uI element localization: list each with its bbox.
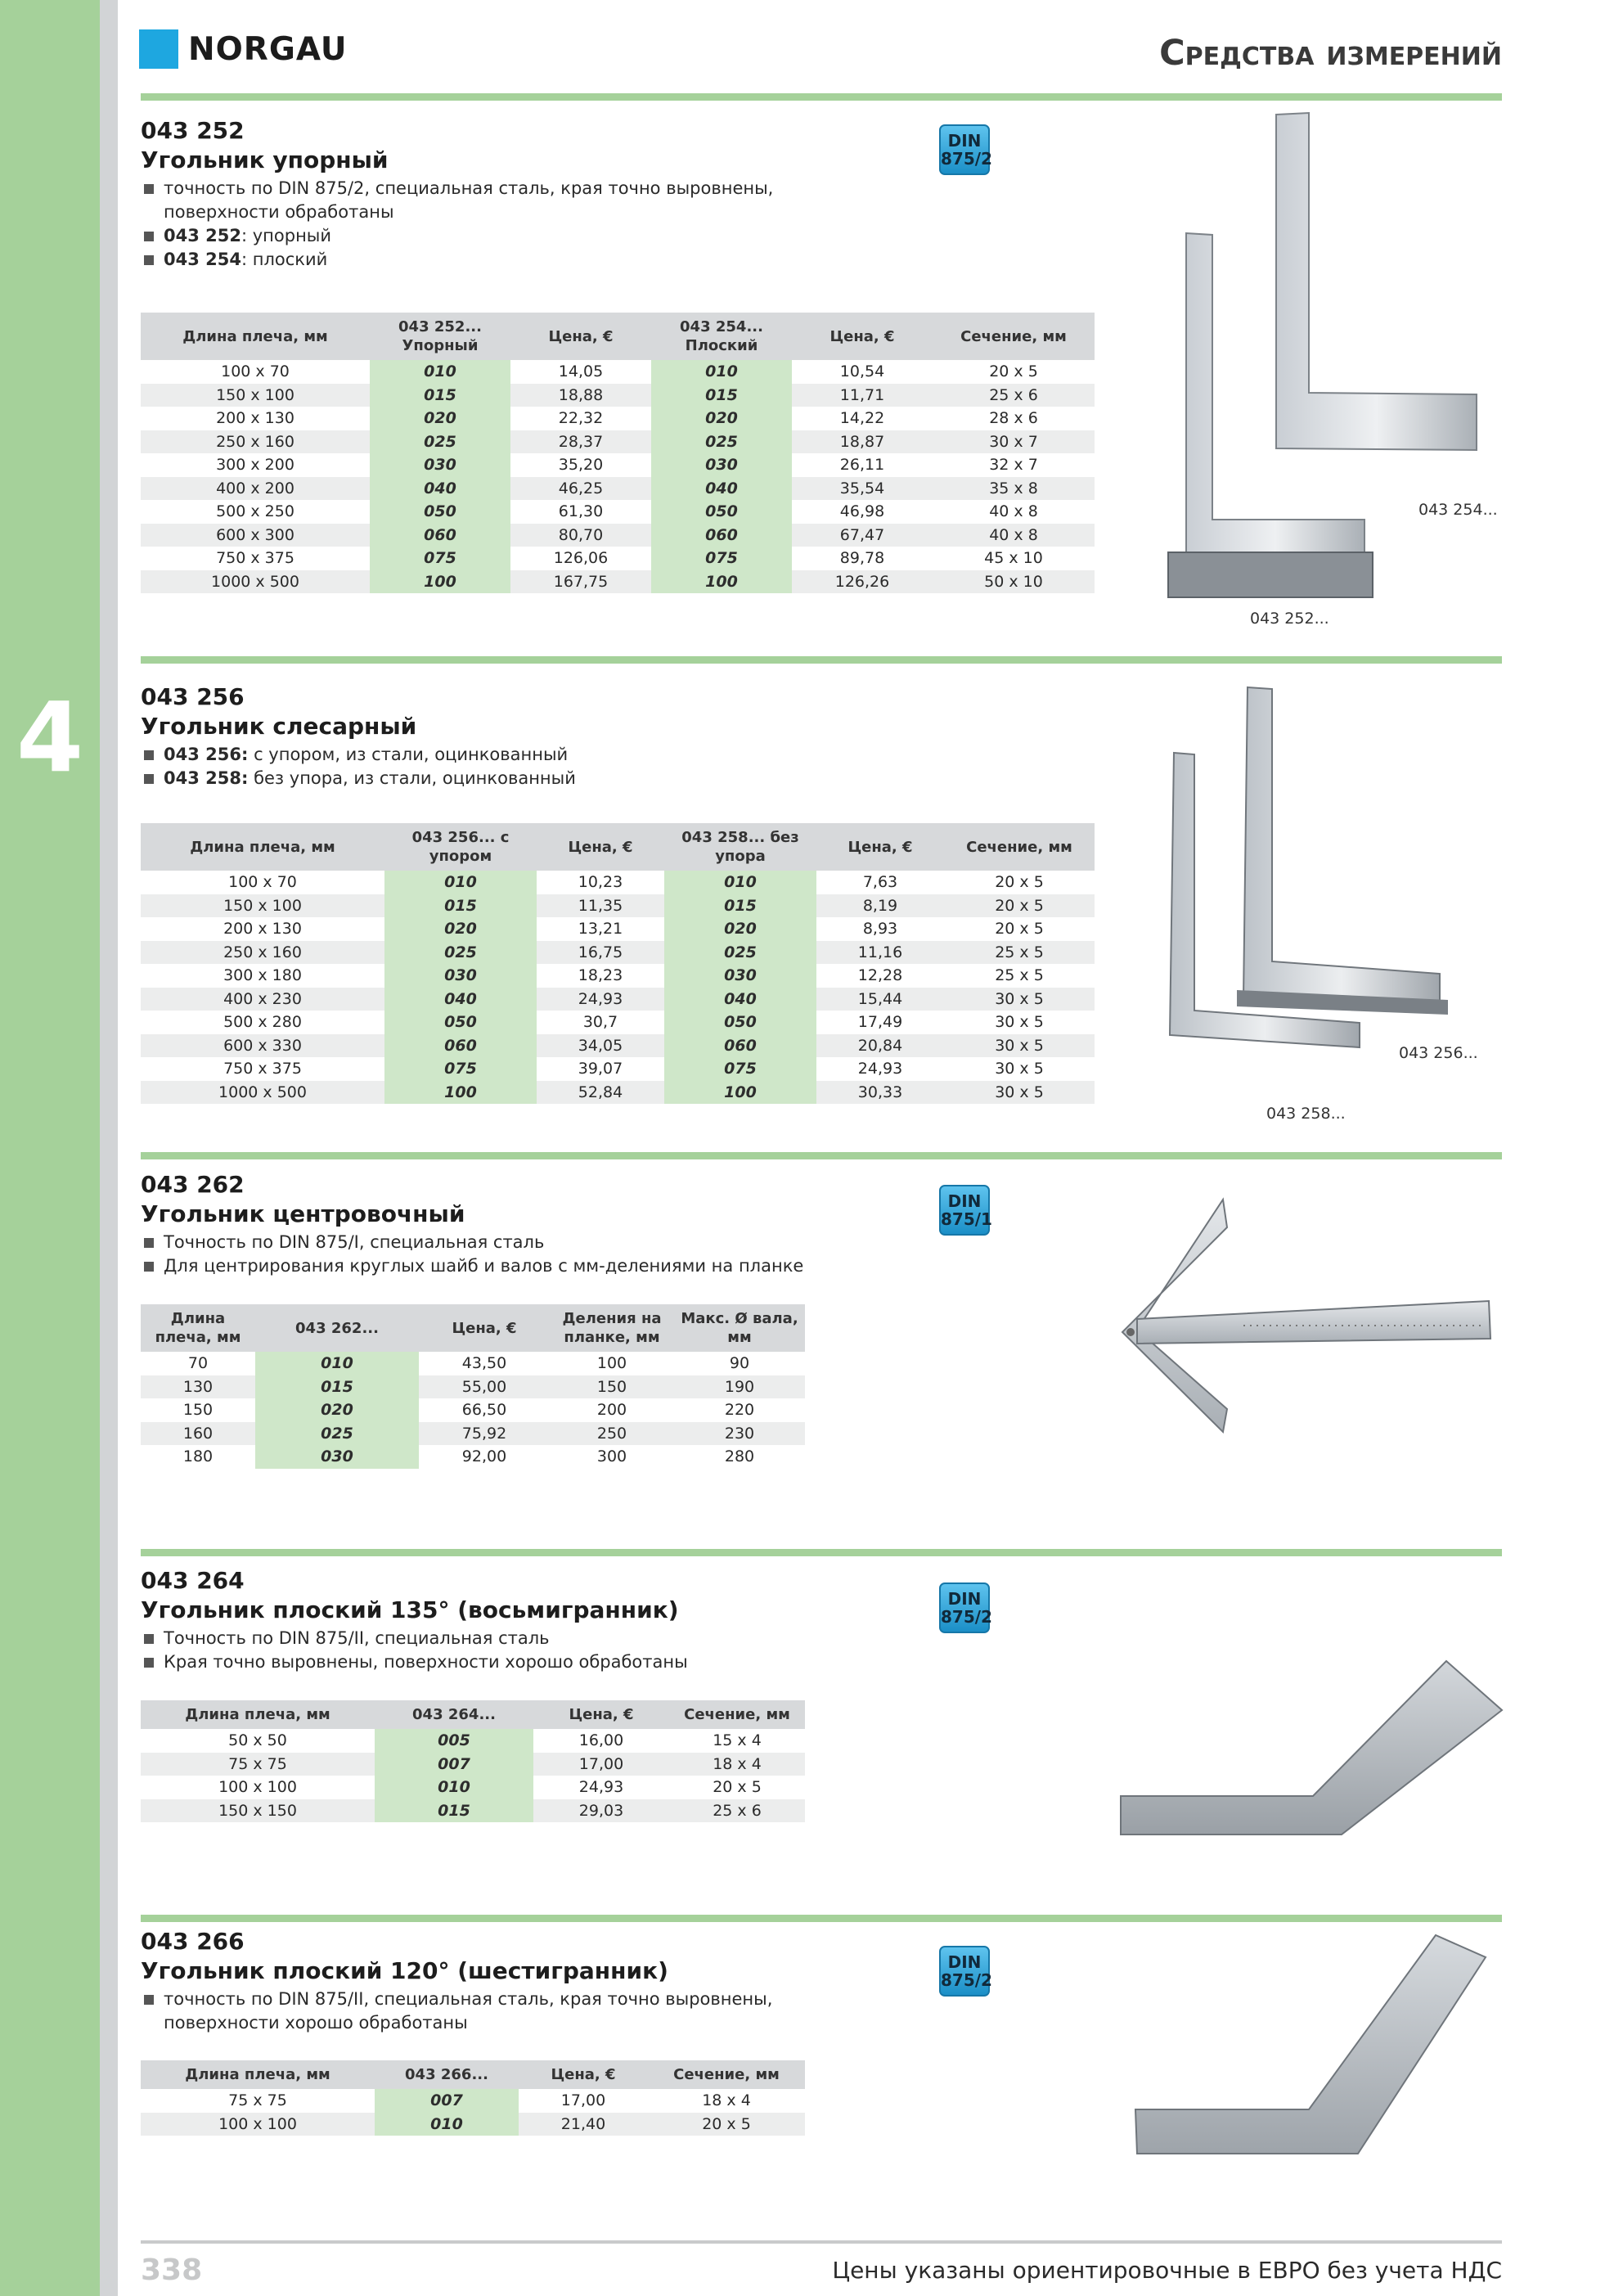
article-suffix-cell: 010	[370, 360, 510, 384]
table-cell: 25 x 5	[944, 941, 1095, 965]
table-cell: 11,71	[792, 384, 933, 407]
table-header-row	[141, 2060, 805, 2089]
article-suffix-cell: 020	[370, 407, 510, 430]
table-cell: 600 x 300	[141, 524, 370, 547]
table-cell: 500 x 280	[223, 1013, 302, 1032]
hexagon-square-illustration	[1121, 1931, 1505, 2168]
table-cell: 92,00	[461, 1447, 507, 1466]
illustration-caption: 043 256...	[1399, 1044, 1478, 1062]
table-cell: 167,75	[510, 570, 651, 594]
article-suffix-cell: 015	[384, 894, 537, 918]
table-row	[141, 360, 1095, 384]
table-cell: 300	[596, 1447, 627, 1466]
din-badge: DIN 875/2	[939, 124, 990, 175]
table-row	[141, 1729, 805, 1753]
table-cell: 150	[550, 1375, 674, 1399]
table-cell: 28 x 6	[989, 409, 1038, 428]
col-header: Длина плеча, мм	[141, 313, 370, 360]
table-cell: 7,63	[862, 873, 898, 892]
table-row	[141, 1799, 805, 1823]
table-row	[141, 407, 1095, 430]
table-cell: 67,47	[792, 524, 933, 547]
illustration-caption: 043 252...	[1250, 610, 1329, 628]
col-header: Сечение, мм	[669, 1700, 805, 1729]
table-cell: 18,87	[792, 430, 933, 454]
product-code: 043 262	[141, 1171, 245, 1198]
article-suffix-cell: 060	[370, 524, 510, 547]
article-suffix-cell: 010	[651, 360, 792, 384]
table-cell: 15 x 4	[713, 1731, 762, 1750]
table-cell: 25 x 5	[995, 966, 1044, 985]
table-cell: 40 x 8	[989, 502, 1038, 521]
article-suffix-cell: 030	[370, 453, 510, 477]
table-row	[141, 988, 1095, 1011]
table-cell: 10,54	[839, 362, 885, 381]
table-cell: 20 x 5	[995, 920, 1044, 939]
table-row	[141, 1422, 805, 1446]
table-cell: 15,44	[816, 988, 944, 1011]
article-suffix-cell: 075	[651, 547, 792, 570]
table-cell: 100 x 100	[141, 2113, 375, 2136]
table-cell: 66,50	[461, 1401, 507, 1420]
table-row	[141, 1081, 1095, 1105]
table-cell: 43,50	[461, 1354, 507, 1373]
feature-item: точность по DIN 875/2, специальная сталь, края точно выровнены, поверхности обработаны	[141, 177, 785, 224]
table-cell: 100 x 70	[221, 362, 290, 381]
table-cell: 25 x 6	[669, 1799, 805, 1823]
article-suffix-cell: 030	[255, 1445, 419, 1469]
product-code: 043 252	[141, 117, 245, 144]
table-cell: 100 x 100	[218, 1778, 297, 1797]
table-cell: 750 x 375	[223, 1060, 302, 1078]
table-cell: 1000 x 500	[141, 1081, 384, 1105]
table-cell: 300 x 200	[216, 456, 294, 475]
table-cell: 20 x 5	[648, 2113, 805, 2136]
table-cell: 24,93	[857, 1060, 903, 1078]
table-row	[141, 1375, 805, 1399]
table-cell: 150 x 150	[141, 1799, 375, 1823]
table-cell: 52,84	[537, 1081, 664, 1105]
table-cell: 35,20	[558, 456, 604, 475]
col-header: 043 262...	[255, 1304, 419, 1352]
table-header-row	[141, 1304, 805, 1352]
price-table	[141, 823, 1095, 1104]
table-cell: 600 x 330	[141, 1034, 384, 1058]
article-suffix-cell: 060	[384, 1034, 537, 1058]
table-cell: 10,23	[578, 873, 623, 892]
table-cell: 300 x 180	[223, 966, 302, 985]
feature-item: Для центрирования круглых шайб и валов с мм-делениями на планке	[141, 1254, 1063, 1278]
col-header: 043 258... без упора	[664, 823, 816, 871]
table-cell: 14,05	[558, 362, 604, 381]
table-cell: 230	[674, 1422, 805, 1446]
article-suffix-cell: 100	[651, 570, 792, 594]
article-suffix-cell: 025	[651, 430, 792, 454]
table-cell: 18,23	[578, 966, 623, 985]
centering-square-illustration	[1088, 1195, 1497, 1440]
table-cell: 12,28	[857, 966, 903, 985]
col-header: 043 266...	[375, 2060, 519, 2089]
product-code: 043 256	[141, 683, 245, 710]
article-suffix-cell: 015	[370, 384, 510, 407]
table-row	[141, 1034, 1095, 1058]
table-cell: 30,7	[582, 1013, 618, 1032]
article-suffix-cell: 007	[375, 1753, 533, 1776]
article-suffix-cell: 050	[664, 1011, 816, 1034]
col-header: Цена, €	[419, 1304, 550, 1352]
table-cell: 21,40	[519, 2113, 648, 2136]
table-header-row	[141, 823, 1095, 871]
product-code: 043 266	[141, 1928, 245, 1955]
table-cell: 11,16	[816, 941, 944, 965]
table-cell: 61,30	[558, 502, 604, 521]
article-suffix-cell: 040	[664, 988, 816, 1011]
feature-item: Точность по DIN 875/I, специальная сталь	[141, 1231, 1063, 1254]
price-table	[141, 2060, 805, 2136]
table-row	[141, 477, 1095, 501]
article-suffix-cell: 007	[375, 2089, 519, 2113]
chapter-number: 4	[16, 681, 84, 794]
product-title: Угольник слесарный	[141, 713, 417, 740]
article-suffix-cell: 010	[375, 1776, 533, 1799]
table-cell: 17,49	[857, 1013, 903, 1032]
section-divider	[141, 93, 1502, 101]
article-suffix-cell: 060	[664, 1034, 816, 1058]
table-row	[141, 1352, 805, 1375]
price-disclaimer: Цены указаны ориентировочные в ЕВРО без учета НДС	[832, 2257, 1502, 2284]
table-cell: 30 x 5	[944, 1081, 1095, 1105]
table-cell: 11,35	[537, 894, 664, 918]
table-cell: 46,25	[510, 477, 651, 501]
col-header: Длина плеча, мм	[141, 2060, 375, 2089]
table-cell: 18 x 4	[669, 1753, 805, 1776]
article-suffix-cell: 015	[664, 894, 816, 918]
table-cell: 18 x 4	[702, 2091, 751, 2110]
table-cell: 35,54	[792, 477, 933, 501]
table-cell: 30 x 5	[944, 988, 1095, 1011]
article-suffix-cell: 020	[384, 917, 537, 941]
table-cell: 13,21	[578, 920, 623, 939]
table-cell: 18,88	[510, 384, 651, 407]
article-suffix-cell: 015	[651, 384, 792, 407]
article-suffix-cell: 030	[651, 453, 792, 477]
article-suffix-cell: 050	[651, 500, 792, 524]
table-cell: 30 x 5	[995, 1060, 1044, 1078]
article-suffix-cell: 075	[370, 547, 510, 570]
table-cell: 30 x 5	[944, 1034, 1095, 1058]
brand-logo-mark	[139, 29, 178, 69]
table-cell: 280	[724, 1447, 755, 1466]
article-suffix-cell: 030	[384, 964, 537, 988]
table-cell: 130	[141, 1375, 255, 1399]
article-suffix-cell: 020	[255, 1398, 419, 1422]
table-cell: 250 x 160	[141, 941, 384, 965]
table-cell: 100	[596, 1354, 627, 1373]
article-suffix-cell: 050	[370, 500, 510, 524]
article-suffix-cell: 100	[384, 1081, 537, 1105]
table-cell: 32 x 7	[989, 456, 1038, 475]
table-cell: 30 x 7	[933, 430, 1095, 454]
table-cell: 75,92	[419, 1422, 550, 1446]
col-header: Длина плеча, мм	[141, 823, 384, 871]
table-cell: 55,00	[419, 1375, 550, 1399]
col-header: Сечение, мм	[648, 2060, 805, 2089]
table-cell: 20 x 5	[989, 362, 1038, 381]
article-suffix-cell: 025	[664, 941, 816, 965]
table-cell: 126,06	[553, 549, 609, 568]
table-cell: 75 x 75	[141, 1753, 375, 1776]
col-header: 043 254... Плоский	[651, 313, 792, 360]
table-row	[141, 1398, 805, 1422]
table-row	[141, 1753, 805, 1776]
chapter-sidebar	[0, 0, 100, 2296]
section-divider	[141, 656, 1502, 664]
table-cell: 250	[550, 1422, 674, 1446]
article-suffix-cell: 040	[370, 477, 510, 501]
table-row	[141, 384, 1095, 407]
product-title: Угольник центровочный	[141, 1200, 465, 1227]
table-cell: 39,07	[578, 1060, 623, 1078]
table-cell: 29,03	[533, 1799, 669, 1823]
table-header-row	[141, 313, 1095, 360]
article-suffix-cell: 100	[664, 1081, 816, 1105]
table-row	[141, 894, 1095, 918]
table-cell: 24,93	[578, 1778, 624, 1797]
table-cell: 150 x 100	[141, 894, 384, 918]
col-header: 043 256... с упором	[384, 823, 537, 871]
table-cell: 20 x 5	[995, 873, 1044, 892]
table-cell: 50 x 50	[228, 1731, 287, 1750]
table-row	[141, 917, 1095, 941]
article-suffix-cell: 020	[664, 917, 816, 941]
article-suffix-cell: 010	[375, 2113, 519, 2136]
table-cell: 16,75	[537, 941, 664, 965]
article-suffix-cell: 025	[255, 1422, 419, 1446]
price-table	[141, 313, 1095, 593]
page-header-title: Средства измерений	[1159, 33, 1502, 74]
table-cell: 16,00	[578, 1731, 624, 1750]
table-cell: 70	[187, 1354, 209, 1373]
brand-name: NORGAU	[188, 30, 348, 68]
table-cell: 75 x 75	[228, 2091, 287, 2110]
din-badge: DIN 875/2	[939, 1946, 990, 1997]
table-row	[141, 964, 1095, 988]
article-suffix-cell: 015	[255, 1375, 419, 1399]
table-row	[141, 2089, 805, 2113]
col-header: Макс. Ø вала, мм	[674, 1304, 805, 1352]
table-cell: 24,93	[537, 988, 664, 1011]
table-cell: 22,32	[558, 409, 604, 428]
table-cell: 26,11	[839, 456, 885, 475]
table-row	[141, 430, 1095, 454]
section-divider	[141, 1549, 1502, 1556]
section-divider	[141, 1915, 1502, 1922]
col-header: Цена, €	[510, 313, 651, 360]
table-cell: 20,84	[816, 1034, 944, 1058]
table-cell: 400 x 230	[141, 988, 384, 1011]
feature-item: точность по DIN 875/II, специальная сталь, края точно выровнены, поверхности хорошо обработаны	[141, 1988, 785, 2035]
table-cell: 80,70	[510, 524, 651, 547]
article-suffix-cell: 040	[651, 477, 792, 501]
price-table	[141, 1700, 805, 1822]
table-cell: 89,78	[839, 549, 885, 568]
article-suffix-cell: 060	[651, 524, 792, 547]
article-suffix-cell: 010	[664, 871, 816, 894]
table-cell: 20 x 5	[713, 1778, 762, 1797]
octagon-square-illustration	[1113, 1645, 1505, 1849]
table-cell: 40 x 8	[933, 524, 1095, 547]
table-row	[141, 453, 1095, 477]
table-cell: 180	[182, 1447, 214, 1466]
illustration-caption: 043 258...	[1266, 1105, 1346, 1123]
table-row	[141, 941, 1095, 965]
table-cell: 46,98	[839, 502, 885, 521]
article-suffix-cell: 010	[384, 871, 537, 894]
table-cell: 20 x 5	[944, 894, 1095, 918]
table-cell: 150	[182, 1401, 214, 1420]
col-header: Цена, €	[533, 1700, 669, 1729]
col-header: Сечение, мм	[933, 313, 1095, 360]
table-cell: 8,93	[862, 920, 898, 939]
table-cell: 17,00	[560, 2091, 606, 2110]
table-cell: 200	[596, 1401, 627, 1420]
article-suffix-cell: 025	[384, 941, 537, 965]
table-cell: 750 x 375	[216, 549, 294, 568]
table-cell: 190	[674, 1375, 805, 1399]
col-header: 043 252... Упорный	[370, 313, 510, 360]
col-header: Цена, €	[792, 313, 933, 360]
din-badge: DIN 875/1	[939, 1185, 990, 1236]
page-number: 338	[141, 2253, 203, 2287]
product-title: Угольник упорный	[141, 146, 389, 173]
price-table	[141, 1304, 805, 1469]
article-suffix-cell: 075	[384, 1057, 537, 1081]
table-row	[141, 500, 1095, 524]
table-cell: 50 x 10	[933, 570, 1095, 594]
square-illustration	[1162, 679, 1489, 1105]
table-cell: 500 x 250	[216, 502, 294, 521]
table-cell: 30,33	[816, 1081, 944, 1105]
table-row	[141, 1776, 805, 1799]
table-cell: 250 x 160	[141, 430, 370, 454]
col-header: Сечение, мм	[944, 823, 1095, 871]
article-suffix-cell: 100	[370, 570, 510, 594]
illustration-caption: 043 254...	[1418, 501, 1498, 519]
table-cell: 25 x 6	[933, 384, 1095, 407]
table-cell: 8,19	[816, 894, 944, 918]
table-header-row	[141, 1700, 805, 1729]
brand-logo	[139, 29, 348, 69]
table-cell: 220	[724, 1401, 755, 1420]
table-cell: 17,00	[533, 1753, 669, 1776]
col-header: Деления на планке, мм	[550, 1304, 674, 1352]
table-cell: 160	[141, 1422, 255, 1446]
col-header: Длина плеча, мм	[141, 1700, 375, 1729]
article-suffix-cell: 020	[651, 407, 792, 430]
table-row	[141, 1057, 1095, 1081]
article-suffix-cell: 050	[384, 1011, 537, 1034]
table-cell: 28,37	[510, 430, 651, 454]
article-suffix-cell: 030	[664, 964, 816, 988]
din-badge: DIN 875/2	[939, 1582, 990, 1633]
article-suffix-cell: 005	[375, 1729, 533, 1753]
square-illustration	[1153, 106, 1497, 630]
table-row	[141, 570, 1095, 594]
table-cell: 100 x 70	[228, 873, 297, 892]
table-cell: 14,22	[839, 409, 885, 428]
col-header: Цена, €	[537, 823, 664, 871]
table-row	[141, 1011, 1095, 1034]
table-cell: 35 x 8	[933, 477, 1095, 501]
table-cell: 30 x 5	[995, 1013, 1044, 1032]
table-cell: 200 x 130	[216, 409, 294, 428]
article-suffix-cell: 010	[255, 1352, 419, 1375]
col-header: Цена, €	[519, 2060, 648, 2089]
table-cell: 90	[729, 1354, 750, 1373]
table-cell: 400 x 200	[141, 477, 370, 501]
footer-divider	[141, 2240, 1502, 2244]
table-cell: 45 x 10	[984, 549, 1043, 568]
table-row	[141, 871, 1095, 894]
table-cell: 200 x 130	[223, 920, 302, 939]
col-header: Длина плеча, мм	[141, 1304, 255, 1352]
table-cell: 150 x 100	[141, 384, 370, 407]
table-row	[141, 524, 1095, 547]
table-row	[141, 547, 1095, 570]
article-suffix-cell: 075	[664, 1057, 816, 1081]
article-suffix-cell: 040	[384, 988, 537, 1011]
feature-item: 043 252: упорный	[141, 224, 785, 248]
product-title: Угольник плоский 135° (восьмигранник)	[141, 1596, 679, 1623]
feature-item: 043 256: с упором, из стали, оцинкованный	[141, 743, 785, 767]
feature-item: 043 254: плоский	[141, 248, 785, 272]
article-suffix-cell: 015	[375, 1799, 533, 1823]
feature-item: Точность по DIN 875/II, специальная сталь	[141, 1627, 785, 1650]
table-cell: 126,26	[792, 570, 933, 594]
col-header: Цена, €	[816, 823, 944, 871]
table-cell: 1000 x 500	[141, 570, 370, 594]
product-title: Угольник плоский 120° (шестигранник)	[141, 1957, 668, 1984]
sidebar-divider	[100, 0, 118, 2296]
col-header: 043 264...	[375, 1700, 533, 1729]
section-divider	[141, 1152, 1502, 1159]
product-code: 043 264	[141, 1567, 245, 1594]
table-row	[141, 1445, 805, 1469]
feature-item: Края точно выровнены, поверхности хорошо обработаны	[141, 1650, 785, 1674]
table-row	[141, 2113, 805, 2136]
article-suffix-cell: 025	[370, 430, 510, 454]
table-cell: 34,05	[537, 1034, 664, 1058]
feature-item: 043 258: без упора, из стали, оцинкованный	[141, 767, 785, 790]
